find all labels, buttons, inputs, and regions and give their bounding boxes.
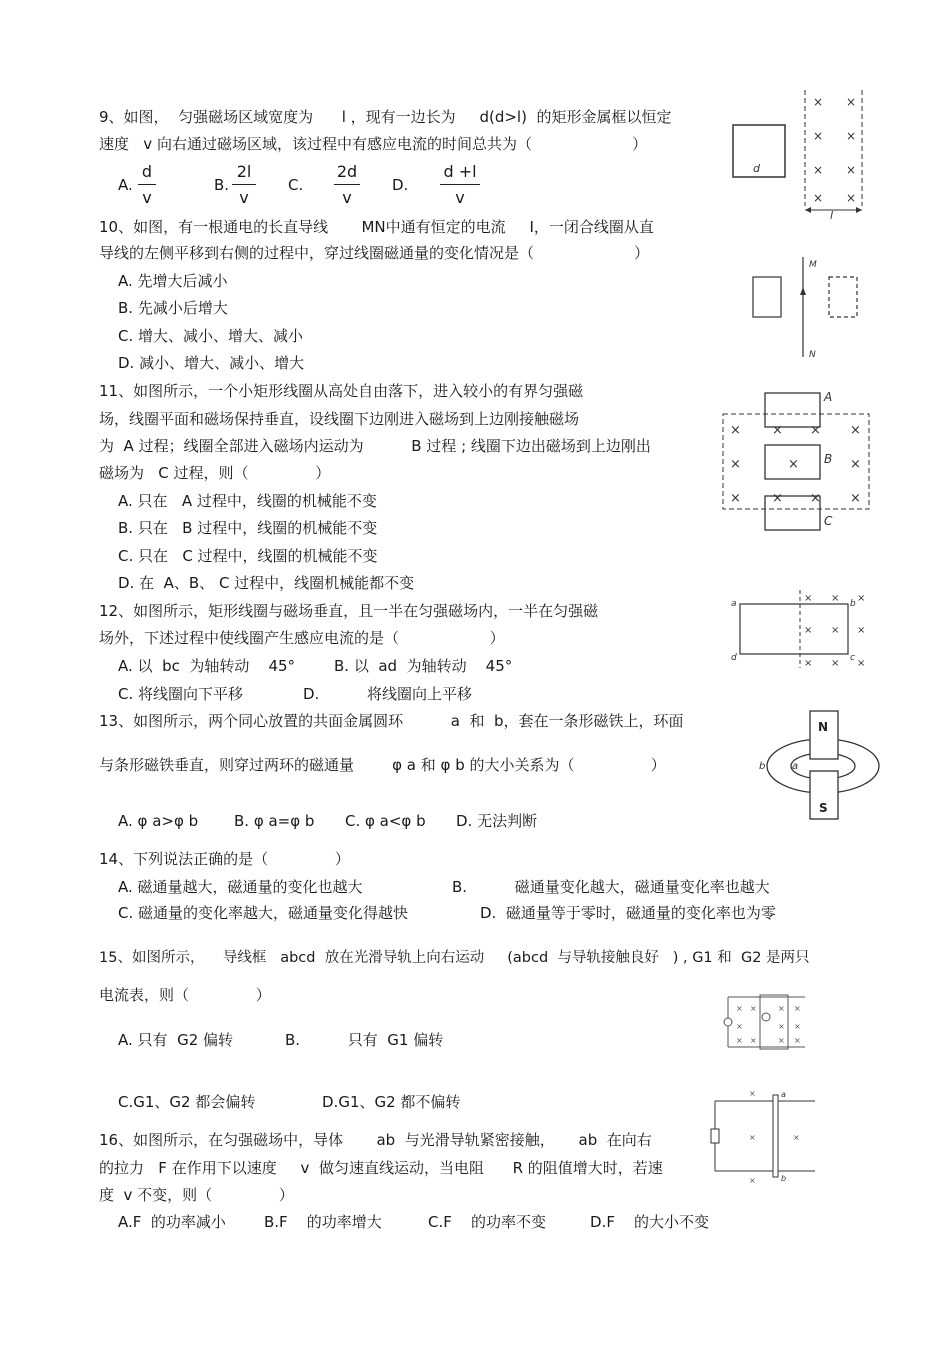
q11-option-d: D. 在 A、B、 C 过程中，线圈机械能都不变 [118, 574, 415, 592]
q9-d-denominator: v [455, 188, 465, 207]
q9-a-numerator: d [141, 162, 153, 181]
q15-cross: × [750, 1036, 757, 1045]
q16-cross: × [749, 1176, 756, 1185]
q12-figure [728, 588, 878, 670]
q9-b-denominator: v [239, 188, 249, 207]
q12-cross: × [831, 625, 840, 636]
q12-label-b: b [850, 599, 856, 609]
q12-line-2: 场外，下述过程中使线圈产生感应电流的是（ ） [99, 629, 505, 647]
q11-line-1: 11、如图所示，一个小矩形线圈从高处自由落下，进入较小的有界匀强磁 [99, 382, 584, 400]
q9-square-label: d [753, 162, 760, 175]
q15-galvanometer-g2 [762, 1013, 770, 1021]
q9-line-1: 9、如图， 匀强磁场区域宽度为 l ，现有一边长为 d(d>l) 的矩形金属框以恒定 [99, 108, 672, 126]
q11-label-a: A [824, 390, 833, 404]
q13-option-d: D. 无法判断 [456, 812, 538, 830]
q9-cross: × [813, 191, 824, 205]
q9-cross: × [846, 191, 857, 205]
q9-cross: × [846, 163, 857, 177]
q13-figure [755, 708, 885, 823]
q15-cross: × [736, 1004, 743, 1013]
q13-label-s: S [819, 801, 828, 815]
q13-label-n: N [818, 720, 829, 734]
q16-cross: × [793, 1133, 800, 1142]
q16-option-b: B.F 的功率增大 [264, 1213, 382, 1231]
q11-option-b: B. 只在 B 过程中，线圈的机械能不变 [118, 519, 378, 537]
q11-cross: × [730, 423, 741, 438]
q12-option-b: B. 以 ad 为轴转动 45° [334, 657, 513, 675]
q12-option-a: A. 以 bc 为轴转动 45° [118, 657, 296, 675]
q12-cross: × [857, 593, 866, 604]
q12-cross: × [804, 658, 813, 669]
q12-option-c: C. 将线圈向下平移 [118, 685, 244, 703]
q11-option-a: A. 只在 A 过程中，线圈的机械能不变 [118, 492, 377, 510]
q9-a-denominator: v [142, 188, 152, 207]
q9-c-numerator: 2d [336, 162, 358, 181]
q9-cross: × [846, 129, 857, 143]
q9-option-a-label: A. [118, 176, 133, 194]
q16-label-b: b [781, 1174, 787, 1183]
q11-cross: × [730, 457, 741, 472]
q15-cross: × [794, 1036, 801, 1045]
q10-figure [745, 255, 865, 360]
q12-label-c: c [850, 653, 855, 663]
q16-option-a: A.F 的功率减小 [118, 1213, 226, 1231]
q9-d-numerator: d +l [443, 162, 477, 181]
q9-option-b-label: B. [214, 176, 230, 194]
q11-line-3: 为 A 过程；线圈全部进入磁场内运动为 B 过程 ; 线圈下边出磁场到上边刚出 [99, 437, 651, 455]
q11-cross: × [730, 491, 741, 506]
q15-cross: × [778, 1004, 785, 1013]
q10-option-c: C. 增大、减小、增大、减小 [118, 327, 304, 345]
q13-label-a: a [792, 761, 799, 772]
q12-label-a: a [731, 599, 737, 609]
q13-option-b: B. φ a=φ b [234, 812, 315, 830]
q12-label-d: d [731, 653, 737, 663]
q13-option-a: A. φ a>φ b [118, 812, 199, 830]
q9-b-numerator: 2l [236, 162, 252, 181]
q9-option-a-fraction [138, 163, 156, 207]
q10-label-m: M [809, 260, 817, 270]
q15-cross: × [778, 1036, 785, 1045]
q16-line-2: 的拉力 F 在作用下以速度 v 做匀速直线运动，当电阻 R 的阻值增大时，若速 [99, 1159, 663, 1177]
q11-cross: × [810, 491, 821, 506]
q12-option-d: D. 将线圈向上平移 [303, 685, 472, 703]
q16-option-d: D.F 的大小不变 [590, 1213, 710, 1231]
q16-figure [705, 1087, 825, 1187]
q15-line-1: 15、如图所示， 导线框 abcd 放在光滑导轨上向右运动 (abcd 与导轨接触良好 ) , G1 和 G2 是两只 [99, 950, 810, 966]
q14-line-1: 14、下列说法正确的是（ ） [99, 850, 350, 868]
q11-line-2: 场，线圈平面和磁场保持垂直，设线圈下边刚进入磁场到上边刚接触磁场 [99, 410, 580, 428]
q15-cross: × [750, 1004, 757, 1013]
q10-coil-left [753, 277, 781, 317]
q13-magnet-north [810, 711, 838, 759]
q9-option-b-fraction [232, 163, 256, 207]
q9-option-c-fraction [334, 163, 360, 207]
q13-line-2: 与条形磁铁垂直，则穿过两环的磁通量 φ a 和 φ b 的大小关系为（ ） [99, 756, 666, 774]
q16-label-a: a [781, 1090, 786, 1099]
q11-line-4: 磁场为 C 过程，则（ ） [99, 464, 331, 482]
q9-option-c-label: C. [288, 176, 304, 194]
q12-line-1: 12、如图所示，矩形线圈与磁场垂直，且一半在匀强磁场内，一半在匀强磁 [99, 602, 599, 620]
q16-line-1: 16、如图所示，在匀强磁场中，导体 ab 与光滑导轨紧密接触， ab 在向右 [99, 1131, 652, 1149]
q15-galvanometer-g1 [724, 1018, 732, 1026]
q16-conductor-ab [773, 1095, 778, 1177]
q11-cross: × [772, 491, 783, 506]
q15-cross: × [794, 1004, 801, 1013]
q11-cross: × [850, 491, 861, 506]
q15-cross: × [736, 1022, 743, 1031]
q15-option-a: A. 只有 G2 偏转 [118, 1031, 234, 1049]
q13-line-1: 13、如图所示，两个同心放置的共面金属圆环 a 和 b，套在一条形磁铁上，环面 [99, 712, 684, 730]
q13-option-c: C. φ a<φ b [345, 812, 426, 830]
q12-cross: × [857, 625, 866, 636]
q12-cross: × [831, 593, 840, 604]
q11-label-c: C [824, 514, 833, 528]
q9-cross: × [813, 95, 824, 109]
q11-cross: × [788, 457, 799, 472]
q11-cross: × [810, 423, 821, 438]
q13-label-b: b [759, 761, 766, 772]
q16-option-c: C.F 的功率不变 [428, 1213, 546, 1231]
q11-option-c: C. 只在 C 过程中，线圈的机械能不变 [118, 547, 378, 565]
q12-cross: × [804, 625, 813, 636]
q15-cross: × [736, 1036, 743, 1045]
q11-cross: × [850, 423, 861, 438]
q15-figure [720, 985, 810, 1060]
q10-option-a: A. 先增大后减小 [118, 272, 228, 290]
q9-line-2: 速度 v 向右通过磁场区域，该过程中有感应电流的时间总共为（ ） [99, 135, 648, 153]
q15-option-c: C.G1、G2 都会偏转 [118, 1093, 256, 1111]
q9-option-d-label: D. [392, 176, 409, 194]
q14-option-d: D. 磁通量等于零时，磁通量的变化率也为零 [480, 904, 776, 922]
q11-label-b: B [824, 452, 833, 466]
q9-option-d-fraction [440, 163, 480, 207]
q10-coil-right [829, 277, 857, 317]
q14-option-c: C. 磁通量的变化率越大，磁通量变化得越快 [118, 904, 409, 922]
q9-figure [725, 88, 875, 223]
q11-cross: × [850, 457, 861, 472]
q16-cross: × [749, 1089, 756, 1098]
q16-cross: × [749, 1133, 756, 1142]
q12-cross: × [831, 658, 840, 669]
q9-cross: × [846, 95, 857, 109]
q15-line-2: 电流表，则（ ） [99, 986, 271, 1004]
q10-option-b: B. 先减小后增大 [118, 299, 228, 317]
q9-cross: × [813, 163, 824, 177]
q10-option-d: D. 减小、增大、减小、增大 [118, 354, 305, 372]
q14-option-b: B. 磁通量变化越大，磁通量变化率也越大 [452, 878, 770, 896]
q10-line-2: 导线的左侧平移到右侧的过程中，穿过线圈磁通量的变化情况是（ ） [99, 244, 650, 262]
q11-cross: × [772, 423, 783, 438]
q15-option-d: D.G1、G2 都不偏转 [322, 1093, 461, 1111]
q11-figure [720, 388, 880, 533]
q10-label-n: N [809, 350, 816, 360]
q14-option-a: A. 磁通量越大，磁通量的变化也越大 [118, 878, 363, 896]
q15-cross: × [778, 1022, 785, 1031]
q11-coil-a [765, 393, 820, 427]
q12-cross: × [857, 658, 866, 669]
q9-cross: × [813, 129, 824, 143]
q15-cross: × [794, 1022, 801, 1031]
q12-cross: × [804, 593, 813, 604]
q16-line-3: 度 v 不变，则（ ） [99, 1186, 294, 1204]
q16-resistor [711, 1129, 719, 1143]
q10-line-1: 10、如图，有一根通电的长直导线 MN中通有恒定的电流 I，一闭合线圈从直 [99, 218, 654, 236]
q15-option-b: B. 只有 G1 偏转 [285, 1031, 444, 1049]
q9-width-label: l [830, 209, 834, 222]
q9-c-denominator: v [342, 188, 352, 207]
